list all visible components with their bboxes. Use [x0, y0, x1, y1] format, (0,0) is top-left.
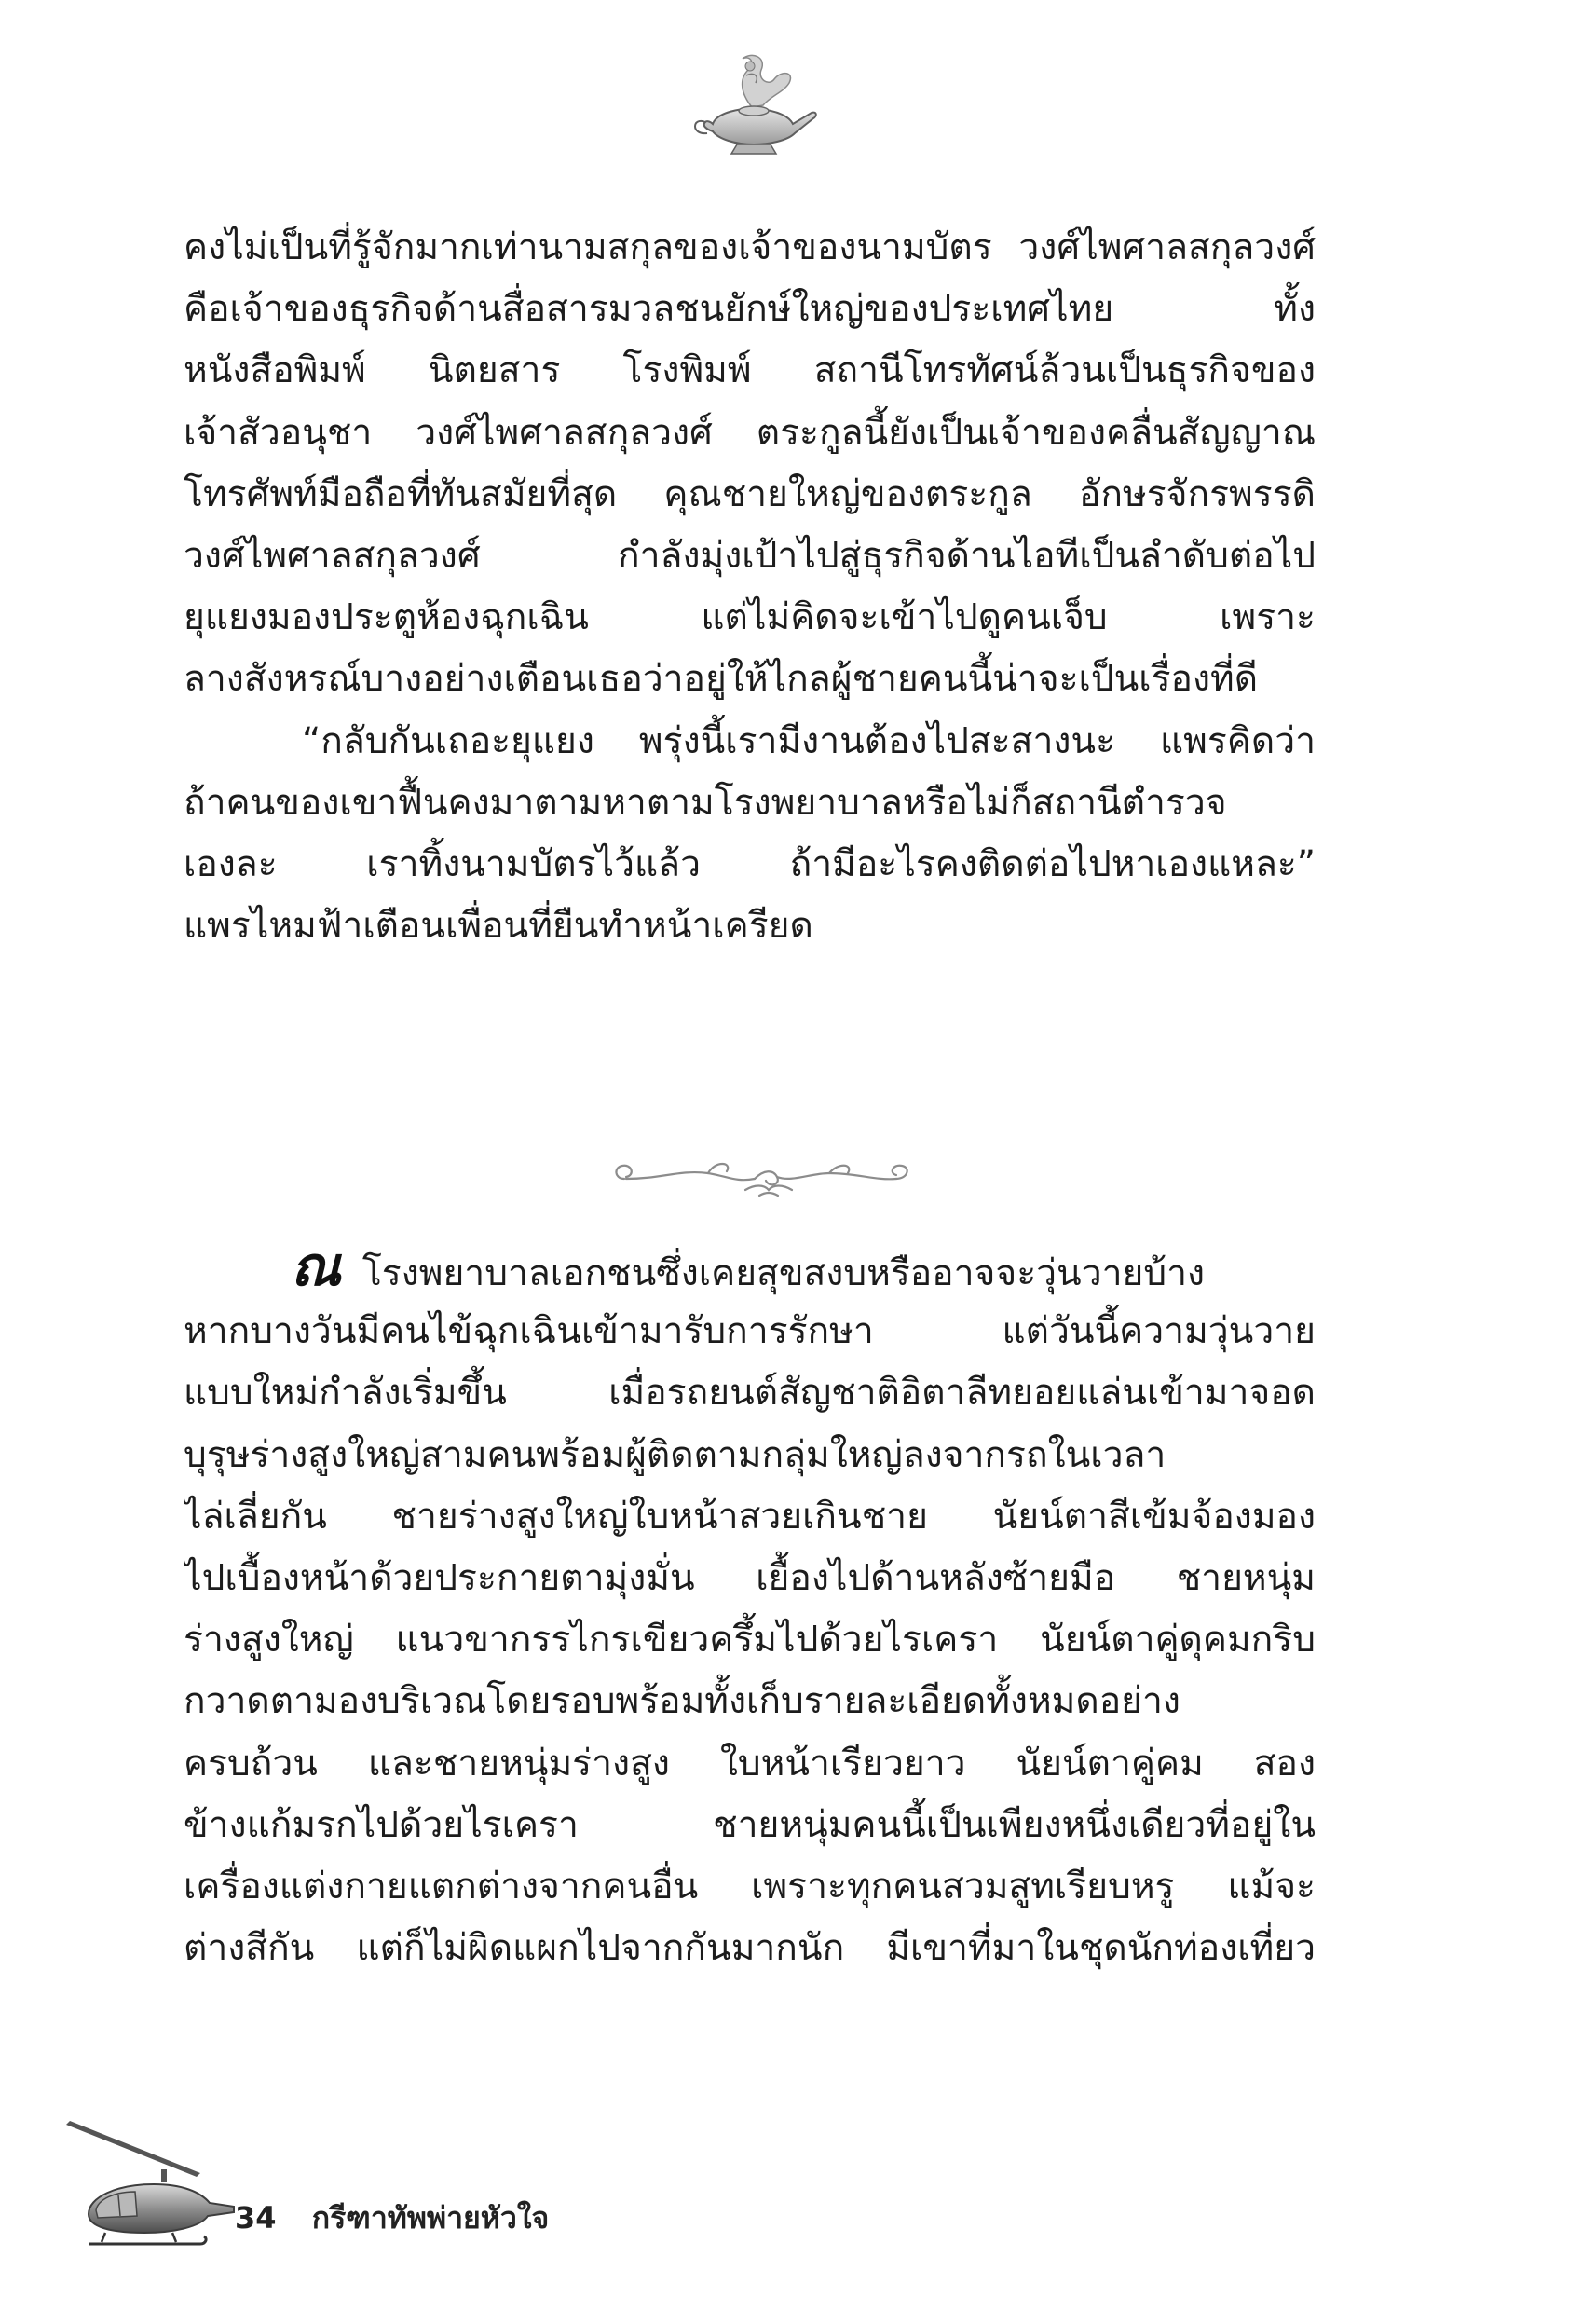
text-line: โทรศัพท์มือถือที่ทันสมัยที่สุด คุณชายใหญ่ของตระกูล อักษรจักรพรรดิ	[184, 472, 1316, 515]
text-line: โรงพยาบาลเอกชนซึ่งเคยสุขสงบหรืออาจจะวุ่นวายบ้าง	[361, 1252, 1206, 1294]
text-line: ไล่เลี่ยกัน ชายร่างสูงใหญ่ใบหน้าสวยเกินชาย นัยน์ตาสีเข้มจ้องมอง	[184, 1495, 1316, 1538]
text-line: ครบถ้วน และชายหนุ่มร่างสูง ใบหน้าเรียวยาว นัยน์ตาคู่คม สอง	[184, 1742, 1316, 1785]
text-line: เองละ เราทิ้งนามบัตรไว้แล้ว ถ้ามีอะไรคงติดต่อไปหาเองแหละ”	[184, 842, 1316, 885]
dropcap-letter: ณ	[291, 1239, 342, 1298]
text-line: ถ้าคนของเขาฟื้นคงมาตามหาตามโรงพยาบาลหรือไม่ก็สถานีตำรวจ	[184, 781, 1227, 824]
text-line: กวาดตามองบริเวณโดยรอบพร้อมทั้งเก็บรายละเอียดทั้งหมดอย่าง	[184, 1680, 1180, 1723]
paragraph-block-1	[184, 217, 1316, 957]
text-line: ลางสังหรณ์บางอย่างเตือนเธอว่าอยู่ให้ไกลผู้ชายคนนี้น่าจะเป็นเรื่องที่ดี	[184, 658, 1259, 701]
text-line: ยุแยงมองประตูห้องฉุกเฉิน แต่ไม่คิดจะเข้าไปดูคนเจ็บ เพราะ	[184, 596, 1316, 639]
text-line: คงไม่เป็นที่รู้จักมากเท่านามสกุลของเจ้าของนามบัตร วงศ์ไพศาลสกุลวงศ์	[184, 226, 1316, 268]
text-line: หนังสือพิมพ์ นิตยสาร โรงพิมพ์ สถานีโทรทัศน์ล้วนเป็นธุรกิจของ	[184, 349, 1316, 392]
text-line: ข้างแก้มรกไปด้วยไรเครา ชายหนุ่มคนนี้เป็นเพียงหนึ่งเดียวที่อยู่ใน	[184, 1803, 1316, 1846]
paragraph-block-2	[184, 1239, 1316, 1979]
flourish-divider-icon	[606, 1142, 918, 1211]
helicopter-icon	[61, 2113, 238, 2253]
text-line: เครื่องแต่งกายแตกต่างจากคนอื่น เพราะทุกคนสวมสูทเรียบหรู แม้จะ	[184, 1865, 1316, 1908]
text-line: วงศ์ไพศาลสกุลวงศ์ กำลังมุ่งเป้าไปสู่ธุรกิจด้านไอทีเป็นลำดับต่อไป	[184, 534, 1316, 577]
text-line: คือเจ้าของธุรกิจด้านสื่อสารมวลชนยักษ์ใหญ่ของประเทศไทย ทั้ง	[184, 288, 1316, 331]
book-title: กรีฑาทัพพ่ายหัวใจ	[311, 2200, 550, 2236]
text-line: ต่างสีกัน แต่ก็ไม่ผิดแผกไปจากกันมากนัก มีเขาที่มาในชุดนักท่องเที่ยว	[184, 1927, 1316, 1970]
text-line: ไปเบื้องหน้าด้วยประกายตามุ่งมั่น เยื้องไปด้านหลังซ้ายมือ ชายหนุ่ม	[184, 1556, 1316, 1599]
text-line-dropcap	[184, 1239, 1316, 1301]
text-line: “กลับกันเถอะยุแยง พรุ่งนี้เรามีงานต้องไปสะสางนะ แพรคิดว่า	[302, 719, 1316, 762]
text-line: ร่างสูงใหญ่ แนวขากรรไกรเขียวครึ้มไปด้วยไรเครา นัยน์ตาคู่ดุคมกริบ	[184, 1619, 1316, 1661]
text-line: แพรไหมฟ้าเตือนเพื่อนที่ยืนทำหน้าเครียด	[184, 905, 813, 948]
page-footer	[235, 2195, 549, 2242]
text-line: เจ้าสัวอนุชา วงศ์ไพศาลสกุลวงศ์ ตระกูลนี้ยังเป็นเจ้าของคลื่นสัญญาณ	[184, 411, 1316, 454]
page-number: 34	[235, 2200, 277, 2236]
text-line: แบบใหม่กำลังเริ่มขึ้น เมื่อรถยนต์สัญชาติอิตาลีทยอยแล่นเข้ามาจอด	[184, 1372, 1316, 1415]
genie-lamp-icon	[685, 51, 820, 163]
text-line: หากบางวันมีคนไข้ฉุกเฉินเข้ามารับการรักษา แต่วันนี้ความวุ่นวาย	[184, 1310, 1316, 1353]
text-line: บุรุษร่างสูงใหญ่สามคนพร้อมผู้ติดตามกลุ่มใหญ่ลงจากรถในเวลา	[184, 1433, 1166, 1476]
